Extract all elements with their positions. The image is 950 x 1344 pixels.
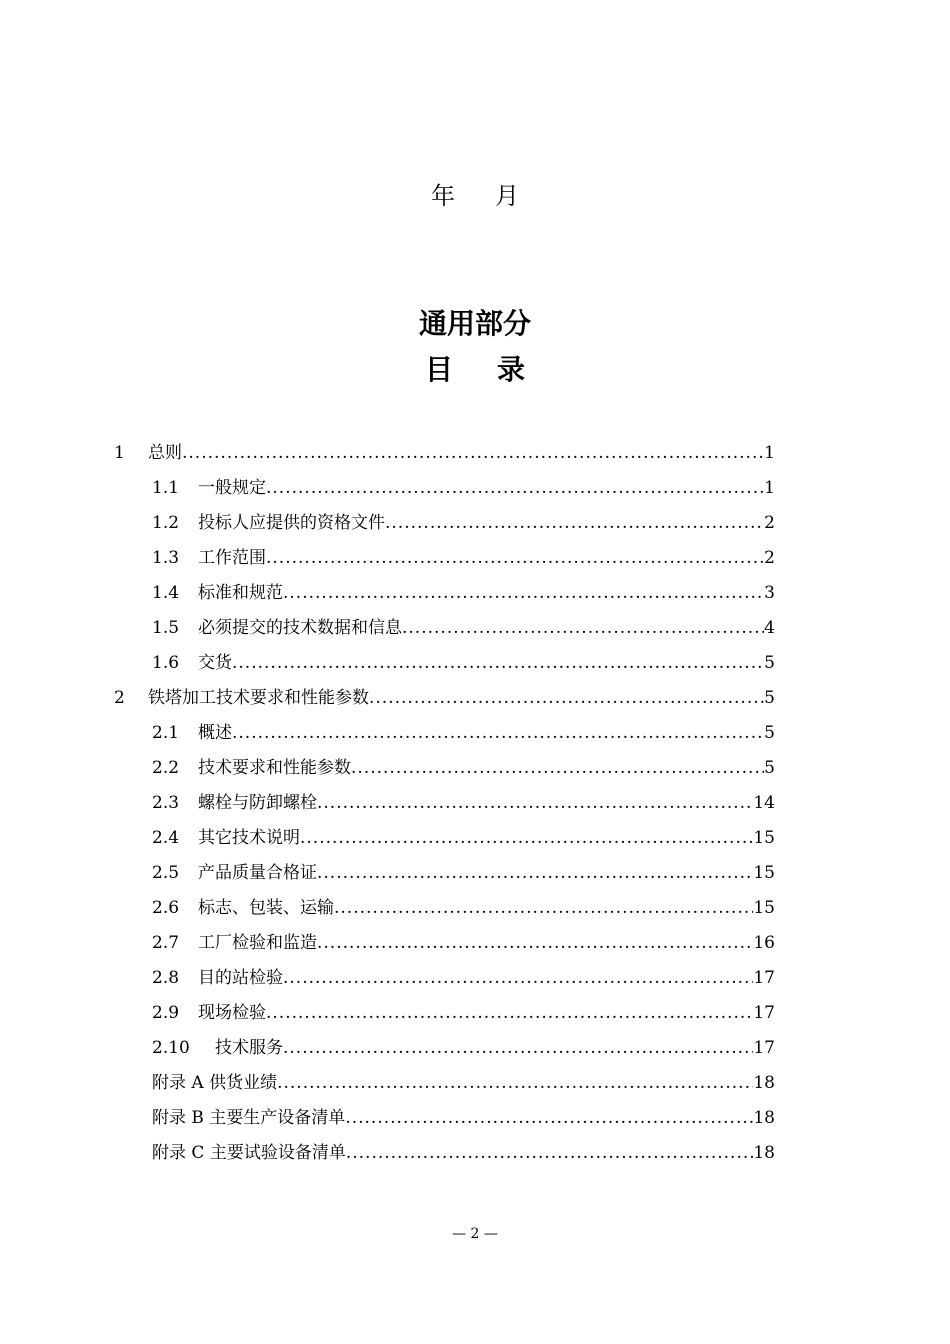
toc-entry-title: 标准和规范 bbox=[198, 583, 283, 603]
month-label: 月 bbox=[495, 182, 519, 210]
toc-entry-page: 17 bbox=[753, 1003, 775, 1023]
toc-entry-page: 2 bbox=[764, 513, 775, 533]
toc-entry-page: 5 bbox=[764, 653, 775, 673]
dot-leader bbox=[266, 541, 764, 576]
dot-leader bbox=[283, 576, 764, 611]
toc-entry[interactable] bbox=[0, 1031, 950, 1066]
dot-leader bbox=[232, 646, 764, 681]
toc-entry-title: 螺栓与防卸螺栓 bbox=[198, 793, 317, 813]
toc-entry-number: 2.9 bbox=[152, 1003, 180, 1023]
toc-entry[interactable] bbox=[0, 926, 950, 961]
toc-entry-page: 1 bbox=[764, 443, 775, 463]
toc-entry[interactable] bbox=[0, 1136, 950, 1171]
toc-entry[interactable] bbox=[0, 646, 950, 681]
toc-entry-title: 投标人应提供的资格文件 bbox=[198, 513, 385, 533]
toc-entry-page: 15 bbox=[753, 828, 775, 848]
dot-leader bbox=[266, 471, 764, 506]
dot-leader bbox=[283, 961, 753, 996]
toc-entry-page: 18 bbox=[753, 1143, 775, 1163]
toc-entry[interactable] bbox=[0, 506, 950, 541]
toc-entry-page: 18 bbox=[753, 1073, 775, 1093]
dot-leader bbox=[317, 856, 753, 891]
dot-leader bbox=[232, 716, 764, 751]
toc-entry-page: 4 bbox=[764, 618, 775, 638]
toc-entry[interactable] bbox=[0, 891, 950, 926]
dot-leader bbox=[283, 1031, 753, 1066]
toc-entry-title: 附录 B 主要生产设备清单 bbox=[152, 1108, 346, 1128]
dot-leader bbox=[346, 1136, 754, 1171]
toc-entry-page: 15 bbox=[753, 863, 775, 883]
toc-entry[interactable] bbox=[0, 996, 950, 1031]
toc-entry[interactable] bbox=[0, 436, 950, 471]
toc-entry-page: 3 bbox=[764, 583, 775, 603]
toc-entry[interactable] bbox=[0, 541, 950, 576]
toc-entry-page: 2 bbox=[764, 548, 775, 568]
dot-leader bbox=[182, 436, 764, 471]
toc-entry-title: 附录 A 供货业绩 bbox=[152, 1073, 278, 1093]
dot-leader bbox=[402, 611, 764, 646]
dot-leader bbox=[266, 996, 753, 1031]
toc-entry-title: 铁塔加工技术要求和性能参数 bbox=[148, 688, 369, 708]
toc-entry-title: 目的站检验 bbox=[198, 968, 283, 988]
toc-entry-title: 工作范围 bbox=[198, 548, 266, 568]
toc-entry[interactable] bbox=[0, 856, 950, 891]
toc-entry-number: 1.3 bbox=[152, 548, 180, 568]
toc-entry[interactable] bbox=[0, 751, 950, 786]
dot-leader bbox=[385, 506, 764, 541]
date-line bbox=[0, 176, 950, 211]
dot-leader bbox=[317, 786, 753, 821]
dot-leader bbox=[317, 926, 753, 961]
toc-entry-title: 工厂检验和监造 bbox=[198, 933, 317, 953]
dot-leader bbox=[300, 821, 753, 856]
toc-entry-number: 2.4 bbox=[152, 828, 180, 848]
toc-entry-number: 1.6 bbox=[152, 653, 180, 673]
toc-entry-title: 标志、包装、运输 bbox=[198, 898, 334, 918]
toc-entry-page: 5 bbox=[764, 758, 775, 778]
toc-entry-page: 15 bbox=[753, 898, 775, 918]
toc-heading-first: 目 bbox=[424, 353, 453, 386]
section-title: 通用部分 bbox=[418, 307, 531, 340]
toc-entry-title: 技术要求和性能参数 bbox=[198, 758, 351, 778]
dot-leader bbox=[345, 1101, 753, 1136]
toc-entry-page: 16 bbox=[753, 933, 775, 953]
toc-heading bbox=[0, 348, 950, 388]
toc-entry-page: 5 bbox=[764, 723, 775, 743]
toc-entry-number: 1.1 bbox=[152, 478, 180, 498]
toc-entry-number: 1.4 bbox=[152, 583, 180, 603]
toc-entry-page: 14 bbox=[753, 793, 775, 813]
toc-entry[interactable] bbox=[0, 681, 950, 716]
toc-entry-title: 交货 bbox=[198, 653, 232, 673]
dot-leader bbox=[369, 681, 764, 716]
toc-entry[interactable] bbox=[0, 576, 950, 611]
toc-entry-number: 2.3 bbox=[152, 793, 180, 813]
toc-entry-title: 一般规定 bbox=[198, 478, 266, 498]
toc-entry-title: 附录 C 主要试验设备清单 bbox=[152, 1143, 346, 1163]
toc-entry[interactable] bbox=[0, 716, 950, 751]
toc-entry-title: 概述 bbox=[198, 723, 232, 743]
toc-entry-title: 必须提交的技术数据和信息 bbox=[198, 618, 402, 638]
toc-entry-number: 2.6 bbox=[152, 898, 180, 918]
toc-entry[interactable] bbox=[0, 961, 950, 996]
toc-entry-number: 1 bbox=[114, 443, 125, 463]
dot-leader bbox=[351, 751, 764, 786]
toc-entry-page: 17 bbox=[753, 1038, 775, 1058]
toc-entry-title: 产品质量合格证 bbox=[198, 863, 317, 883]
toc-entry-number: 1.2 bbox=[152, 513, 180, 533]
toc-entry-title: 技术服务 bbox=[215, 1038, 283, 1058]
toc-entry-page: 18 bbox=[753, 1108, 775, 1128]
toc-entry-page: 17 bbox=[753, 968, 775, 988]
toc-entry-page: 1 bbox=[764, 478, 775, 498]
toc-entry-number: 2.1 bbox=[152, 723, 180, 743]
dot-leader bbox=[334, 891, 753, 926]
toc-entry-number: 2.2 bbox=[152, 758, 180, 778]
toc-entry-number: 2.8 bbox=[152, 968, 180, 988]
toc-entry-title: 其它技术说明 bbox=[198, 828, 300, 848]
toc-entry[interactable] bbox=[0, 786, 950, 821]
toc-entry-number: 2 bbox=[114, 688, 125, 708]
toc-entry-number: 2.7 bbox=[152, 933, 180, 953]
toc-entry[interactable] bbox=[0, 471, 950, 506]
dot-leader bbox=[277, 1066, 753, 1101]
toc-entry-number: 2.10 bbox=[152, 1038, 190, 1058]
toc-heading-second: 录 bbox=[497, 353, 526, 386]
toc-entry-page: 5 bbox=[764, 688, 775, 708]
toc-entry[interactable] bbox=[0, 1101, 950, 1136]
toc-entry[interactable] bbox=[0, 1066, 950, 1101]
toc-entry-title: 现场检验 bbox=[198, 1003, 266, 1023]
page-number-footer: — 2 — bbox=[452, 1226, 498, 1242]
toc-entry[interactable] bbox=[0, 821, 950, 856]
year-label: 年 bbox=[431, 182, 455, 210]
toc-entry[interactable] bbox=[0, 611, 950, 646]
toc-entry-title: 总则 bbox=[148, 443, 182, 463]
toc-entry-number: 2.5 bbox=[152, 863, 180, 883]
toc-entry-number: 1.5 bbox=[152, 618, 180, 638]
